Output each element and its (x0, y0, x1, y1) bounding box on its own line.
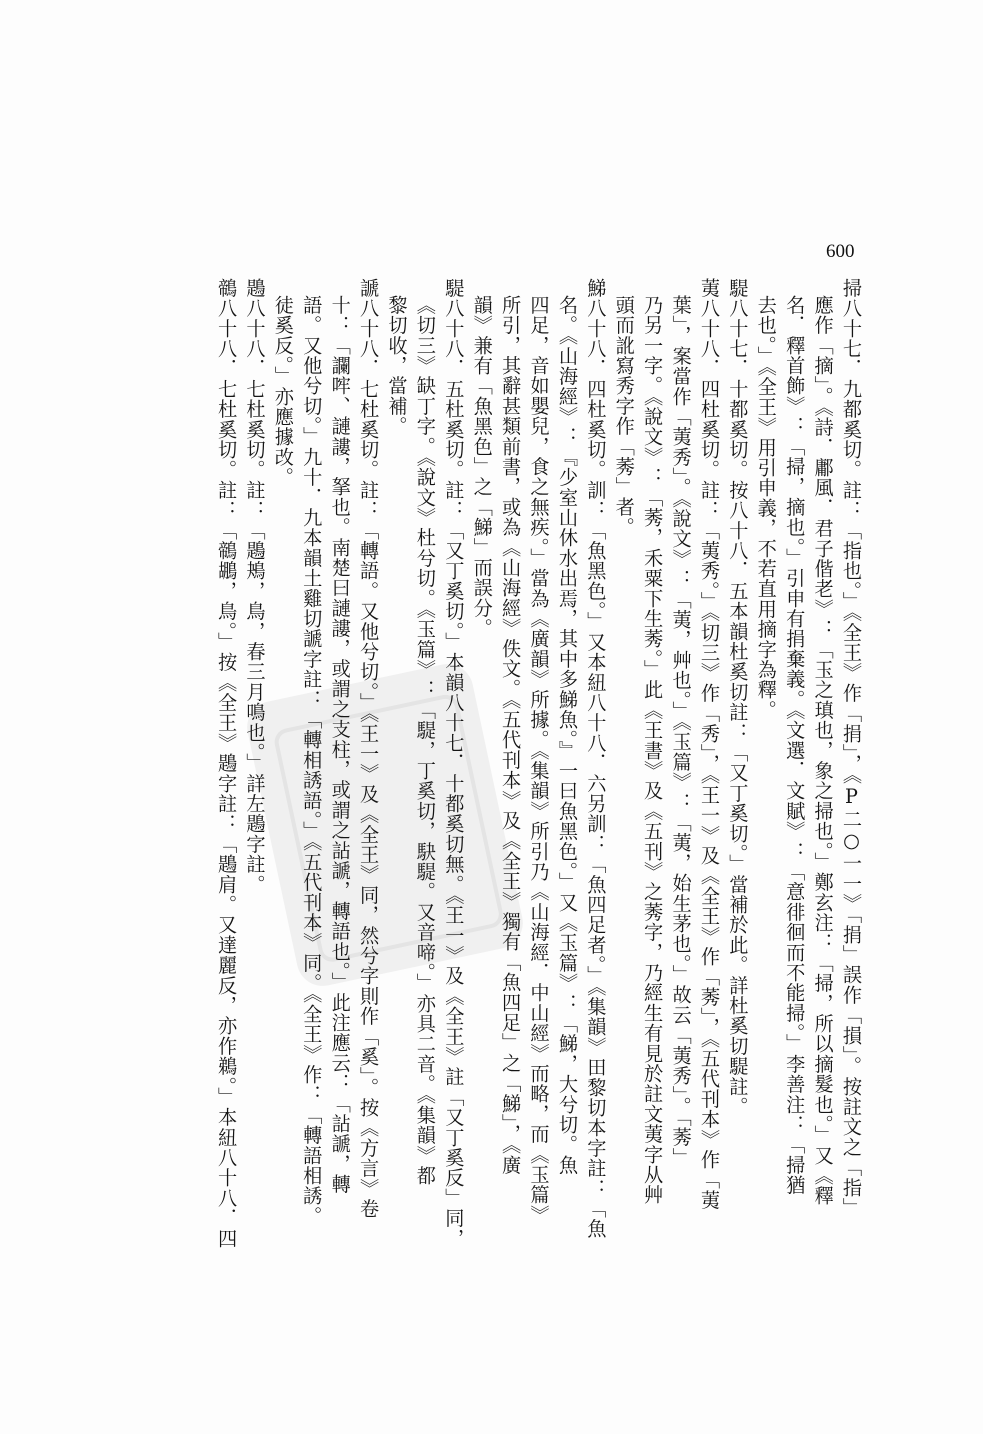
column-text: 按八十八．五本韻杜奚切註：「又丁奚切。」當補於此。詳杜奚切騠註。 (726, 480, 750, 1117)
vertical-text-body (212, 278, 865, 1338)
column-text: 頭而訛寫秀字作「莠」者。 (612, 295, 636, 538)
text-column (808, 278, 836, 1338)
entry-head: 騠八十八．五杜奚切。 (442, 278, 466, 480)
column-text: 註：「荑秀。」《切三》作「秀」，《王一》及《全王》作「莠」，《五代刊本》作「荑 (697, 480, 721, 1211)
entry-head: 鶗八十八．七杜奚切。 (243, 278, 267, 480)
entry-head: 荑八十八．四杜奚切。 (697, 278, 721, 480)
column-text: 所引，其辭甚類前書，或為《山海經》佚文。《五代刊本》及《全王》獨有「魚四足」之「鮷」，《廣 (499, 295, 523, 1176)
text-column (695, 278, 723, 1338)
page-number: 600 (826, 241, 855, 262)
column-text: 註：「指也。」《全王》作「捐」，《P二○一一》「捐」誤作「損」。按註文之「指」 (840, 480, 863, 1218)
column-text: 訓：「魚黑色。」又本紐八十八．六另訓：「魚四足者。」《集韻》田黎切本字註：「魚 (584, 480, 608, 1239)
column-text: 十：「讕哰、謰謱，拏也。南楚曰謰謱，或謂之支柱，或謂之詀謕，轉語也。」此注應云：「詀謕，轉 (328, 295, 352, 1195)
text-column (411, 278, 439, 1338)
column-text: 徒奚反。」亦應據改。 (271, 295, 295, 488)
text-column (723, 278, 751, 1338)
text-column (268, 278, 296, 1338)
column-text: 註：「鶗鴂，鳥，春三月鳴也。」詳左鶗字註。 (243, 480, 267, 895)
entry-head: 掃八十七．九都奚切。 (840, 278, 863, 480)
text-column (837, 278, 865, 1338)
text-column (780, 278, 808, 1338)
column-text: 去也。」《全王》用引申義，不若直用摘字為釋。 (754, 295, 778, 721)
text-column (382, 278, 410, 1338)
text-column (240, 278, 268, 1338)
entry-head: 鮷八十八．四杜奚切。 (584, 278, 608, 480)
column-text: 語。又他兮切。」九十．九本韻土雞切謕字註：「轉相誘語。」《五代刊本》同。《全王》作：「轉語相誘。 (300, 295, 324, 1227)
column-text: 應作「摘」。《詩．鄘風．君子偕老》：「玉之瑱也，象之掃也。」鄭玄注：「掃，所以摘髮也。」又《釋 (811, 295, 835, 1207)
column-text: 黎切收，當補。 (385, 295, 409, 437)
text-column (553, 278, 581, 1338)
text-column (666, 278, 694, 1338)
text-column (467, 278, 495, 1338)
entry-head: 騠八十七．十都奚切。 (726, 278, 750, 480)
text-column (297, 278, 325, 1338)
column-text: 《切三》缺丁字。《說文》杜兮切。《玉篇》：「騠，丁奚切，駃騠。又音啼。」亦具二音。《集韻》都 (413, 295, 437, 1187)
column-text: 註：「又丁奚切。」本韻八十七．十都奚切無。《王一》及《全王》註「又丁奚反」同， (442, 480, 466, 1249)
text-column (354, 278, 382, 1338)
text-column (638, 278, 666, 1338)
column-text: 名．釋首飾》：「掃，摘也。」引申有捐棄義。《文選．文賦》：「意徘徊而不能掃。」李善注：「掃猶 (783, 295, 807, 1196)
column-text: 四足，音如嬰兒，食之無疾。」當為《廣韻》所據。《集韻》所引乃《山海經．中山經》而略，而《玉篇》 (527, 295, 551, 1226)
text-column (609, 278, 637, 1338)
text-column (325, 278, 353, 1338)
column-text: 韻》兼有「魚黑色」之「鮷」而誤分。 (470, 295, 494, 639)
text-column (496, 278, 524, 1338)
text-column (212, 278, 240, 1338)
text-column (581, 278, 609, 1338)
text-column (439, 278, 467, 1338)
column-text: 葉」，案當作「荑秀」。《說文》：「荑，艸也。」《玉篇》：「荑，始生茅也。」故云「荑秀」。「莠」 (669, 295, 693, 1168)
text-column (751, 278, 779, 1338)
entry-head: 鶙八十八．七杜奚切。 (215, 278, 239, 480)
column-text: 乃另一字。《說文》：「莠，禾粟下生莠。」此《王書》及《五刊》之莠字，乃經生有見於註文荑字从艸 (641, 295, 665, 1206)
column-text: 註：「鶙鶘，鳥。」按《全王》鶗字註：「鶗肩。又達麗反，亦作鵜。」本紐八十八．四 (215, 480, 239, 1249)
column-text: 註：「轉語。又他兮切。」《王一》及《全王》同，然兮字則作「奚」。按《方言》卷 (357, 480, 381, 1219)
column-text: 名。《山海經》：『少室山休水出焉，其中多鮷魚。』一曰魚黑色。」又《玉篇》：「鮷，大兮切。魚 (555, 295, 579, 1176)
entry-head: 謕八十八．七杜奚切。 (357, 278, 381, 480)
text-column (524, 278, 552, 1338)
